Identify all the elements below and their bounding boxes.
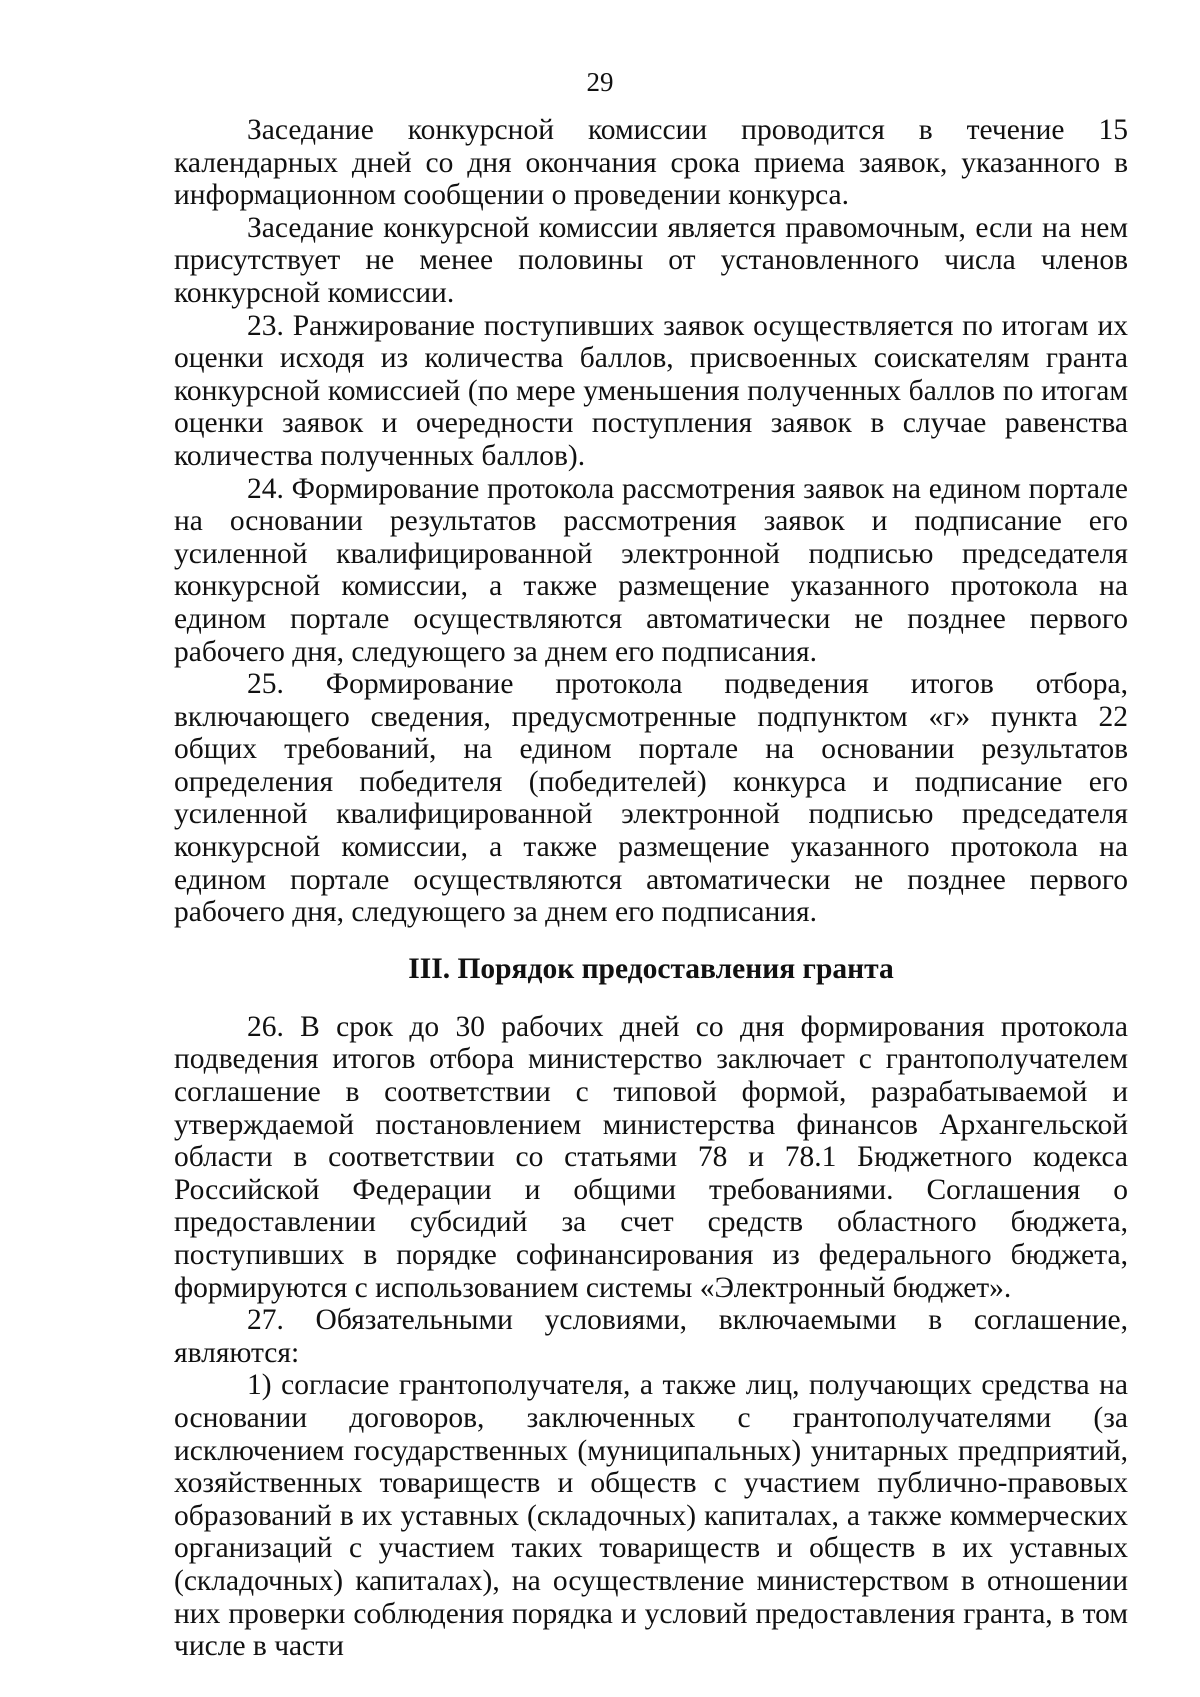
paragraph-session-timing: Заседание конкурсной комиссии проводится в течение 15 календарных дней со дня окончания срока приема заявок, указанного в информационном сообщении о проведении конкурса. [174,114,1128,212]
paragraph-subitem-1: 1) согласие грантополучателя, а также лиц, получающих средства на основании договоров, заключенных с грантополучателями (за исключением государственных (муниципальных) унитарных предприятий, хозяйственных товариществ и обществ с участием публично-правовых образований в их уставных (складочных) капиталах, а также коммерческих организаций с участием таких товариществ и обществ в их уставных (складочных) капиталах), на осуществление министерством в отношении них проверки соблюдения порядка и условий предоставления гранта, в том числе в части [174,1369,1128,1663]
paragraph-item-27: 27. Обязательными условиями, включаемыми в соглашение, являются: [174,1304,1128,1369]
paragraph-item-25: 25. Формирование протокола подведения итогов отбора, включающего сведения, предусмотренные подпунктом «г» пункта 22 общих требований, на едином портале на основании результатов определения победителя (победителей) конкурса и подписание его усиленной квалифицированной электронной подписью председателя конкурсной комиссии, а также размещение указанного протокола на едином портале осуществляются автоматически не позднее первого рабочего дня, следующего за днем его подписания. [174,668,1128,929]
document-body [174,114,1128,1663]
paragraph-item-26: 26. В срок до 30 рабочих дней со дня формирования протокола подведения итогов отбора министерство заключает с грантополучателем соглашение в соответствии с типовой формой, разрабатываемой и утверждаемой постановлением министерства финансов Архангельской области в соответствии со статьями 78 и 78.1 Бюджетного кодекса Российской Федерации и общими требованиями. Соглашения о предоставлении субсидий за счет средств областного бюджета, поступивших в порядке софинансирования из федерального бюджета, формируются с использованием системы «Электронный бюджет». [174,1010,1128,1304]
paragraph-session-quorum: Заседание конкурсной комиссии является правомочным, если на нем присутствует не менее половины от установленного числа членов конкурсной комиссии. [174,211,1128,309]
paragraph-item-24: 24. Формирование протокола рассмотрения заявок на едином портале на основании результатов рассмотрения заявок и подписание его усиленной квалифицированной электронной подписью председателя конкурсной комиссии, а также размещение указанного протокола на едином портале осуществляются автоматически не позднее первого рабочего дня, следующего за днем его подписания. [174,472,1128,668]
section-heading: III. Порядок предоставления гранта [408,952,894,985]
paragraph-item-23: 23. Ранжирование поступивших заявок осуществляется по итогам их оценки исходя из количества баллов, присвоенных соискателям гранта конкурсной комиссией (по мере уменьшения полученных баллов по итогам оценки заявок и очередности поступления заявок в случае равенства количества полученных баллов). [174,309,1128,472]
page-number: 29 [586,67,614,97]
